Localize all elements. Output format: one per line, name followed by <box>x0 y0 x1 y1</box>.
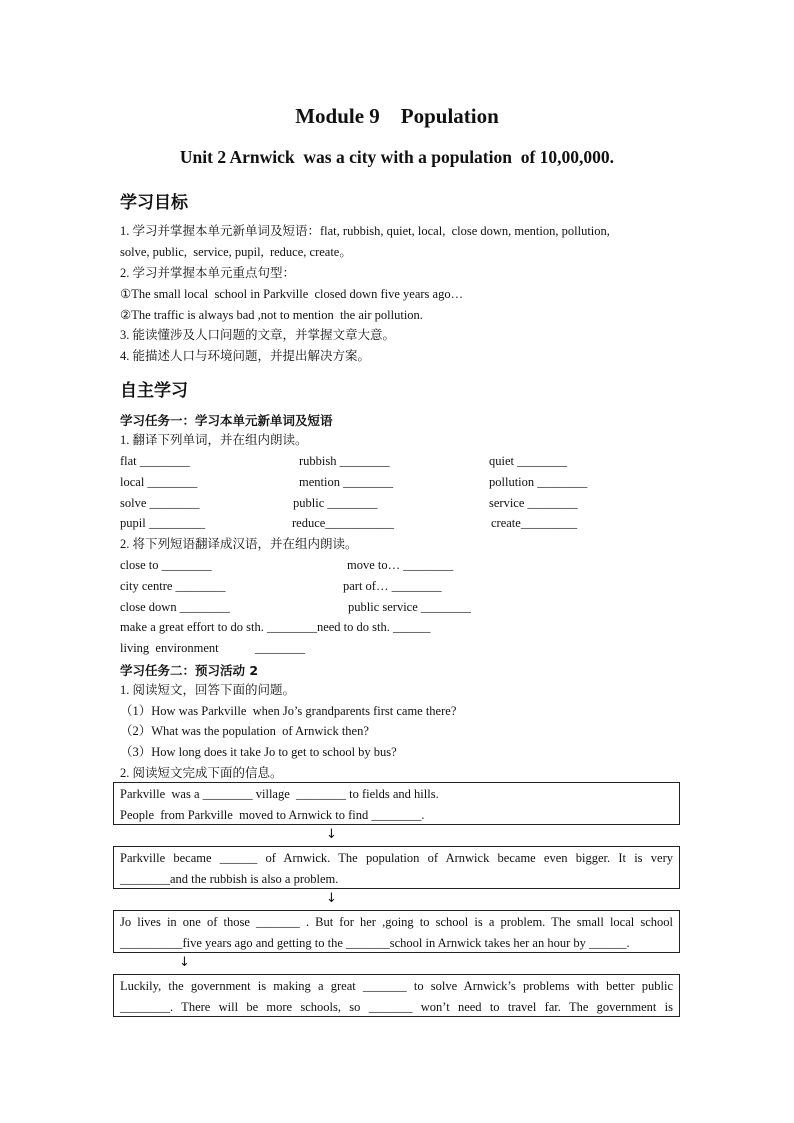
flow-box <box>113 974 680 1017</box>
task-question: 2. 将下列短语翻译成汉语，并在组内朗读。 <box>120 537 358 551</box>
word-item: pollution ________ <box>489 475 588 489</box>
reading-question: （2）What was the population of Arnwick then? <box>120 724 369 738</box>
word-item: quiet ________ <box>489 454 568 468</box>
phrase-item: close to ________ <box>120 558 212 572</box>
page-subtitle: Unit 2 Arnwick was a city with a population of 10,00,000. <box>179 147 615 167</box>
goal-line: ①The small local school in Parkville closed down five years ago… <box>120 287 464 301</box>
phrase-item: public service ________ <box>348 600 471 614</box>
goal-line: ②The traffic is always bad ,not to mention the air pollution. <box>120 308 423 322</box>
reading-question: （1）How was Parkville when Jo’s grandparents first came there? <box>120 704 457 718</box>
flow-box <box>113 846 680 889</box>
word-item: local ________ <box>120 475 198 489</box>
word-item: reduce___________ <box>292 516 395 530</box>
word-item: solve ________ <box>120 496 200 510</box>
arrow-down-icon: ↓ <box>326 891 337 906</box>
flow-box <box>113 910 680 953</box>
flow-line: Parkville was a ________ village ________ to fields and hills. <box>120 787 439 801</box>
goal-line: 1. 学习并掌握本单元新单词及短语：flat, rubbish, quiet, local, close down, mention, pollution, <box>120 224 610 238</box>
goal-line: 4. 能描述人口与环境问题，并提出解决方案。 <box>120 349 371 363</box>
word-item: rubbish ________ <box>299 454 390 468</box>
phrase-item: living environment <box>120 641 219 655</box>
task-title: 学习任务一：学习本单元新单词及短语 <box>120 413 333 428</box>
word-item: create_________ <box>491 516 578 530</box>
section-heading-goals: 学习目标 <box>120 193 188 213</box>
phrase-item: city centre ________ <box>120 579 226 593</box>
arrow-down-icon: ↓ <box>179 955 190 970</box>
phrase-item: move to… ________ <box>347 558 454 572</box>
goal-line: 3. 能读懂涉及人口问题的文章，并掌握文章大意。 <box>120 328 396 342</box>
goal-line: 2. 学习并掌握本单元重点句型： <box>120 266 296 280</box>
flow-line: Luckily, the government is making a great _______ to solve Arnwick’s problems with better public <box>120 979 673 993</box>
task-title: 学习任务二：预习活动 2 <box>120 663 259 678</box>
section-heading-self-study: 自主学习 <box>120 381 188 401</box>
task-question: 1. 翻译下列单词，并在组内朗读。 <box>120 433 308 447</box>
page-title: Module 9 Population <box>295 104 499 128</box>
flow-line: ________. There will be more schools, so _______ won’t need to travel far. The government is <box>120 1000 673 1014</box>
word-item: service ________ <box>489 496 578 510</box>
reading-question: （3）How long does it take Jo to get to school by bus? <box>120 745 397 759</box>
phrase-item: part of… ________ <box>343 579 442 593</box>
word-item: flat ________ <box>120 454 190 468</box>
phrase-item: ________ <box>255 641 305 655</box>
flow-line: ________and the rubbish is also a problem. <box>120 872 339 886</box>
phrase-item: make a great effort to do sth. ________need to do sth. ______ <box>120 620 431 634</box>
word-item: pupil _________ <box>120 516 206 530</box>
word-item: public ________ <box>293 496 378 510</box>
flow-line: Jo lives in one of those _______ . But for her ,going to school is a problem. The small local school <box>120 915 673 929</box>
flow-box <box>113 782 680 825</box>
task-question: 2. 阅读短文完成下面的信息。 <box>120 766 283 780</box>
task-question: 1. 阅读短文，回答下面的问题。 <box>120 683 296 697</box>
phrase-item: close down ________ <box>120 600 230 614</box>
arrow-down-icon: ↓ <box>326 827 337 842</box>
flow-line: Parkville became ______ of Arnwick. The population of Arnwick became even bigger. It is very <box>120 851 673 865</box>
word-item: mention ________ <box>299 475 394 489</box>
flow-line: People from Parkville moved to Arnwick to find ________. <box>120 808 425 822</box>
goal-line: solve, public, service, pupil, reduce, create。 <box>120 245 352 259</box>
flow-line: __________five years ago and getting to the _______school in Arnwick takes her an hour by ______. <box>120 936 630 950</box>
